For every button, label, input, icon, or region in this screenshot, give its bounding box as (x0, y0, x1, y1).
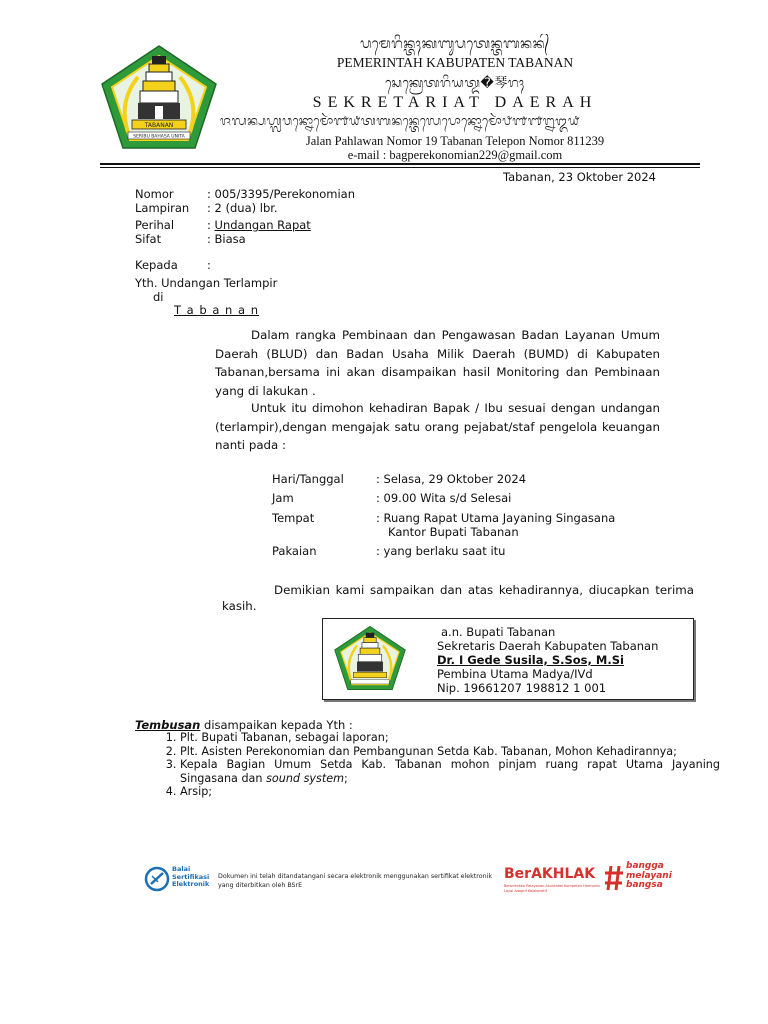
berakhlak-logo: BerAKHLAK (504, 866, 596, 882)
bangga-melayani-bangsa (626, 862, 672, 891)
date-place: Tabanan, 23 Oktober 2024 (502, 170, 656, 184)
addressee-place: T a b a n a n (174, 303, 259, 317)
signature-nip: Nip. 19661207 198812 1 001 (437, 681, 607, 695)
meta-value-lampiran: : 2 (dua) lbr. (207, 201, 278, 215)
meta-value-sifat: : Biasa (207, 232, 246, 246)
meta-perihal-colon: : (207, 218, 215, 232)
letterhead-divider-thin (100, 167, 700, 168)
email: e-mail : bagperekonomian229@gmail.com (347, 148, 563, 162)
schedule-value-time: : 09.00 Wita s/d Selesai (376, 491, 512, 505)
meta-label-sifat: Sifat (135, 232, 162, 246)
cc-heading-rest: disampaikan kepada Yth : (200, 718, 353, 732)
balinese-line-3: ᬚᬮᬦ᭄ᬧᬳ᭄ᬮᬯᬦ᭄ᬦᭀᬫᭀᬃ᭑᭙ᬢᬩᬦᬦ᭄ᬢᬾᬮᬾᬧᭀᬦ᭄ᬦᭀᬫᭀᬃ᭘᭑᭑᭒᭓᭙ (220, 113, 580, 128)
signature-position: Sekretaris Daerah Kabupaten Tabanan (437, 639, 659, 653)
tabanan-logo-icon (98, 42, 220, 152)
bsre-logo-icon (144, 866, 170, 892)
schedule-label-date: Hari/Tanggal (272, 472, 344, 486)
notice-line1: Dokumen ini telah ditandatangani secara elektronik menggunakan sertifikat elektronik (218, 873, 492, 880)
cc-heading (135, 718, 353, 732)
schedule-value-place: : Ruang Rapat Utama Jayaning Singasana (376, 511, 616, 525)
bsre-label-line3: Elektronik (172, 880, 210, 888)
bangga-line1: bangga (626, 861, 664, 871)
government-name: PEMERINTAH KABUPATEN TABANAN (336, 55, 574, 70)
bsre-label-line2: Sertifikasi (172, 872, 210, 881)
cc-list (155, 731, 720, 799)
cc-item (180, 758, 720, 785)
body-paragraph-1: Dalam rangka Pembinaan dan Pengawasan Badan Layanan Umum Daerah (BLUD) dan Badan Usaha Milik Daerah (BUMD) di Kabupaten Tabanan,bersama ini akan disampaikan hasil Monitoring dan Pembinaan yang di lakukan . (215, 328, 660, 398)
e-signature-notice (218, 872, 492, 890)
cc-item: 1. Plt. Bupati Tabanan, sebagai laporan; (180, 731, 720, 745)
cc-heading-label: Tembusan (135, 718, 201, 732)
berakhlak-subtitle: Berorientasi Pelayanan Akuntabel Kompeten Harmonis Loyal Adaptif Kolaboratif (504, 884, 600, 893)
schedule-label-time: Jam (272, 491, 294, 505)
signature-on-behalf: a.n. Bupati Tabanan (441, 625, 556, 639)
addressee-di: di (153, 290, 164, 304)
signature-rank: Pembina Utama Madya/IVd (437, 667, 593, 681)
meta-label-perihal: Perihal (135, 218, 175, 232)
signature-name: Dr. I Gede Susila, S.Sos, M.Si (437, 653, 624, 667)
schedule-value-date: : Selasa, 29 Oktober 2024 (376, 472, 527, 486)
meta-value-perihal (207, 218, 311, 232)
cc-item: 4. Arsip; (180, 785, 720, 799)
signature-logo-icon (331, 624, 409, 692)
logo-motto-text: SERIBU BAHASA UNITA (133, 134, 185, 140)
bangga-line2: melayani (626, 870, 672, 881)
cc-item: 2. Plt. Asisten Perekonomian dan Pembangunan Setda Kab. Tabanan, Mohon Kehadirannya; (180, 745, 720, 759)
meta-label-nomor: Nomor (135, 187, 174, 201)
meta-label-lampiran: Lampiran (135, 201, 190, 215)
cc-item-text: Kepala Bagian Umum Setda Kab. Tabanan mohon pinjam ruang rapat Utama Jayaning Singasana dan (180, 758, 720, 785)
notice-line2: yang diterbitkan oleh BSrE (218, 882, 303, 889)
address: Jalan Pahlawan Nomor 19 Tabanan Telepon Nomor 811239 (305, 134, 605, 148)
logo-ribbon-text: TABANAN (144, 122, 174, 129)
e-signature-box (322, 618, 694, 700)
addressee-yth: Yth. Undangan Terlampir (135, 276, 278, 290)
schedule-value-attire: : yang berlaku saat itu (376, 544, 506, 558)
bangga-line3: bangsa (626, 880, 663, 890)
office-name: SEKRETARIAT DAERAH (312, 94, 598, 111)
addressee-kepada: Kepada (135, 258, 178, 272)
meta-value-nomor: : 005/3395/Perekonomian (207, 187, 355, 201)
schedule-label-place: Tempat (272, 511, 315, 525)
schedule-value-place-2: Kantor Bupati Tabanan (388, 525, 519, 539)
hashtag-icon (604, 864, 624, 892)
meta-perihal-subject: Undangan Rapat (214, 218, 311, 232)
cc-item-tail: ; (344, 771, 348, 785)
body-paragraph-2: Untuk itu dimohon kehadiran Bapak / Ibu sesuai dengan undangan (terlampir),dengan mengajak satu orang pejabat/staf pengelola keuangan nanti pada : (215, 401, 660, 452)
balinese-line-2: ᬲᬾᬓ᭄ᬭᬾᬢᬭᬶᬬᬢ᭄ᬤ�琴ᬭᬄ (385, 76, 525, 91)
bsre-label (172, 866, 209, 889)
bsre-label-line1: Balai (172, 865, 191, 873)
balinese-line-1: ᬧᬫᬾᬭᬶᬦ᭄ᬢᬄᬓᬩᬸᬧᬢᬾᬦ᭄ᬢᬩᬦᬦ᭄ (360, 36, 550, 52)
addressee-colon: : (207, 258, 211, 272)
letterhead-divider-thick (100, 163, 700, 165)
schedule-label-attire: Pakaian (272, 544, 317, 558)
closing-paragraph: Demikian kami sampaikan dan atas kehadirannya, diucapkan terima kasih. (222, 583, 694, 613)
cc-item-italic: sound system (266, 771, 345, 785)
